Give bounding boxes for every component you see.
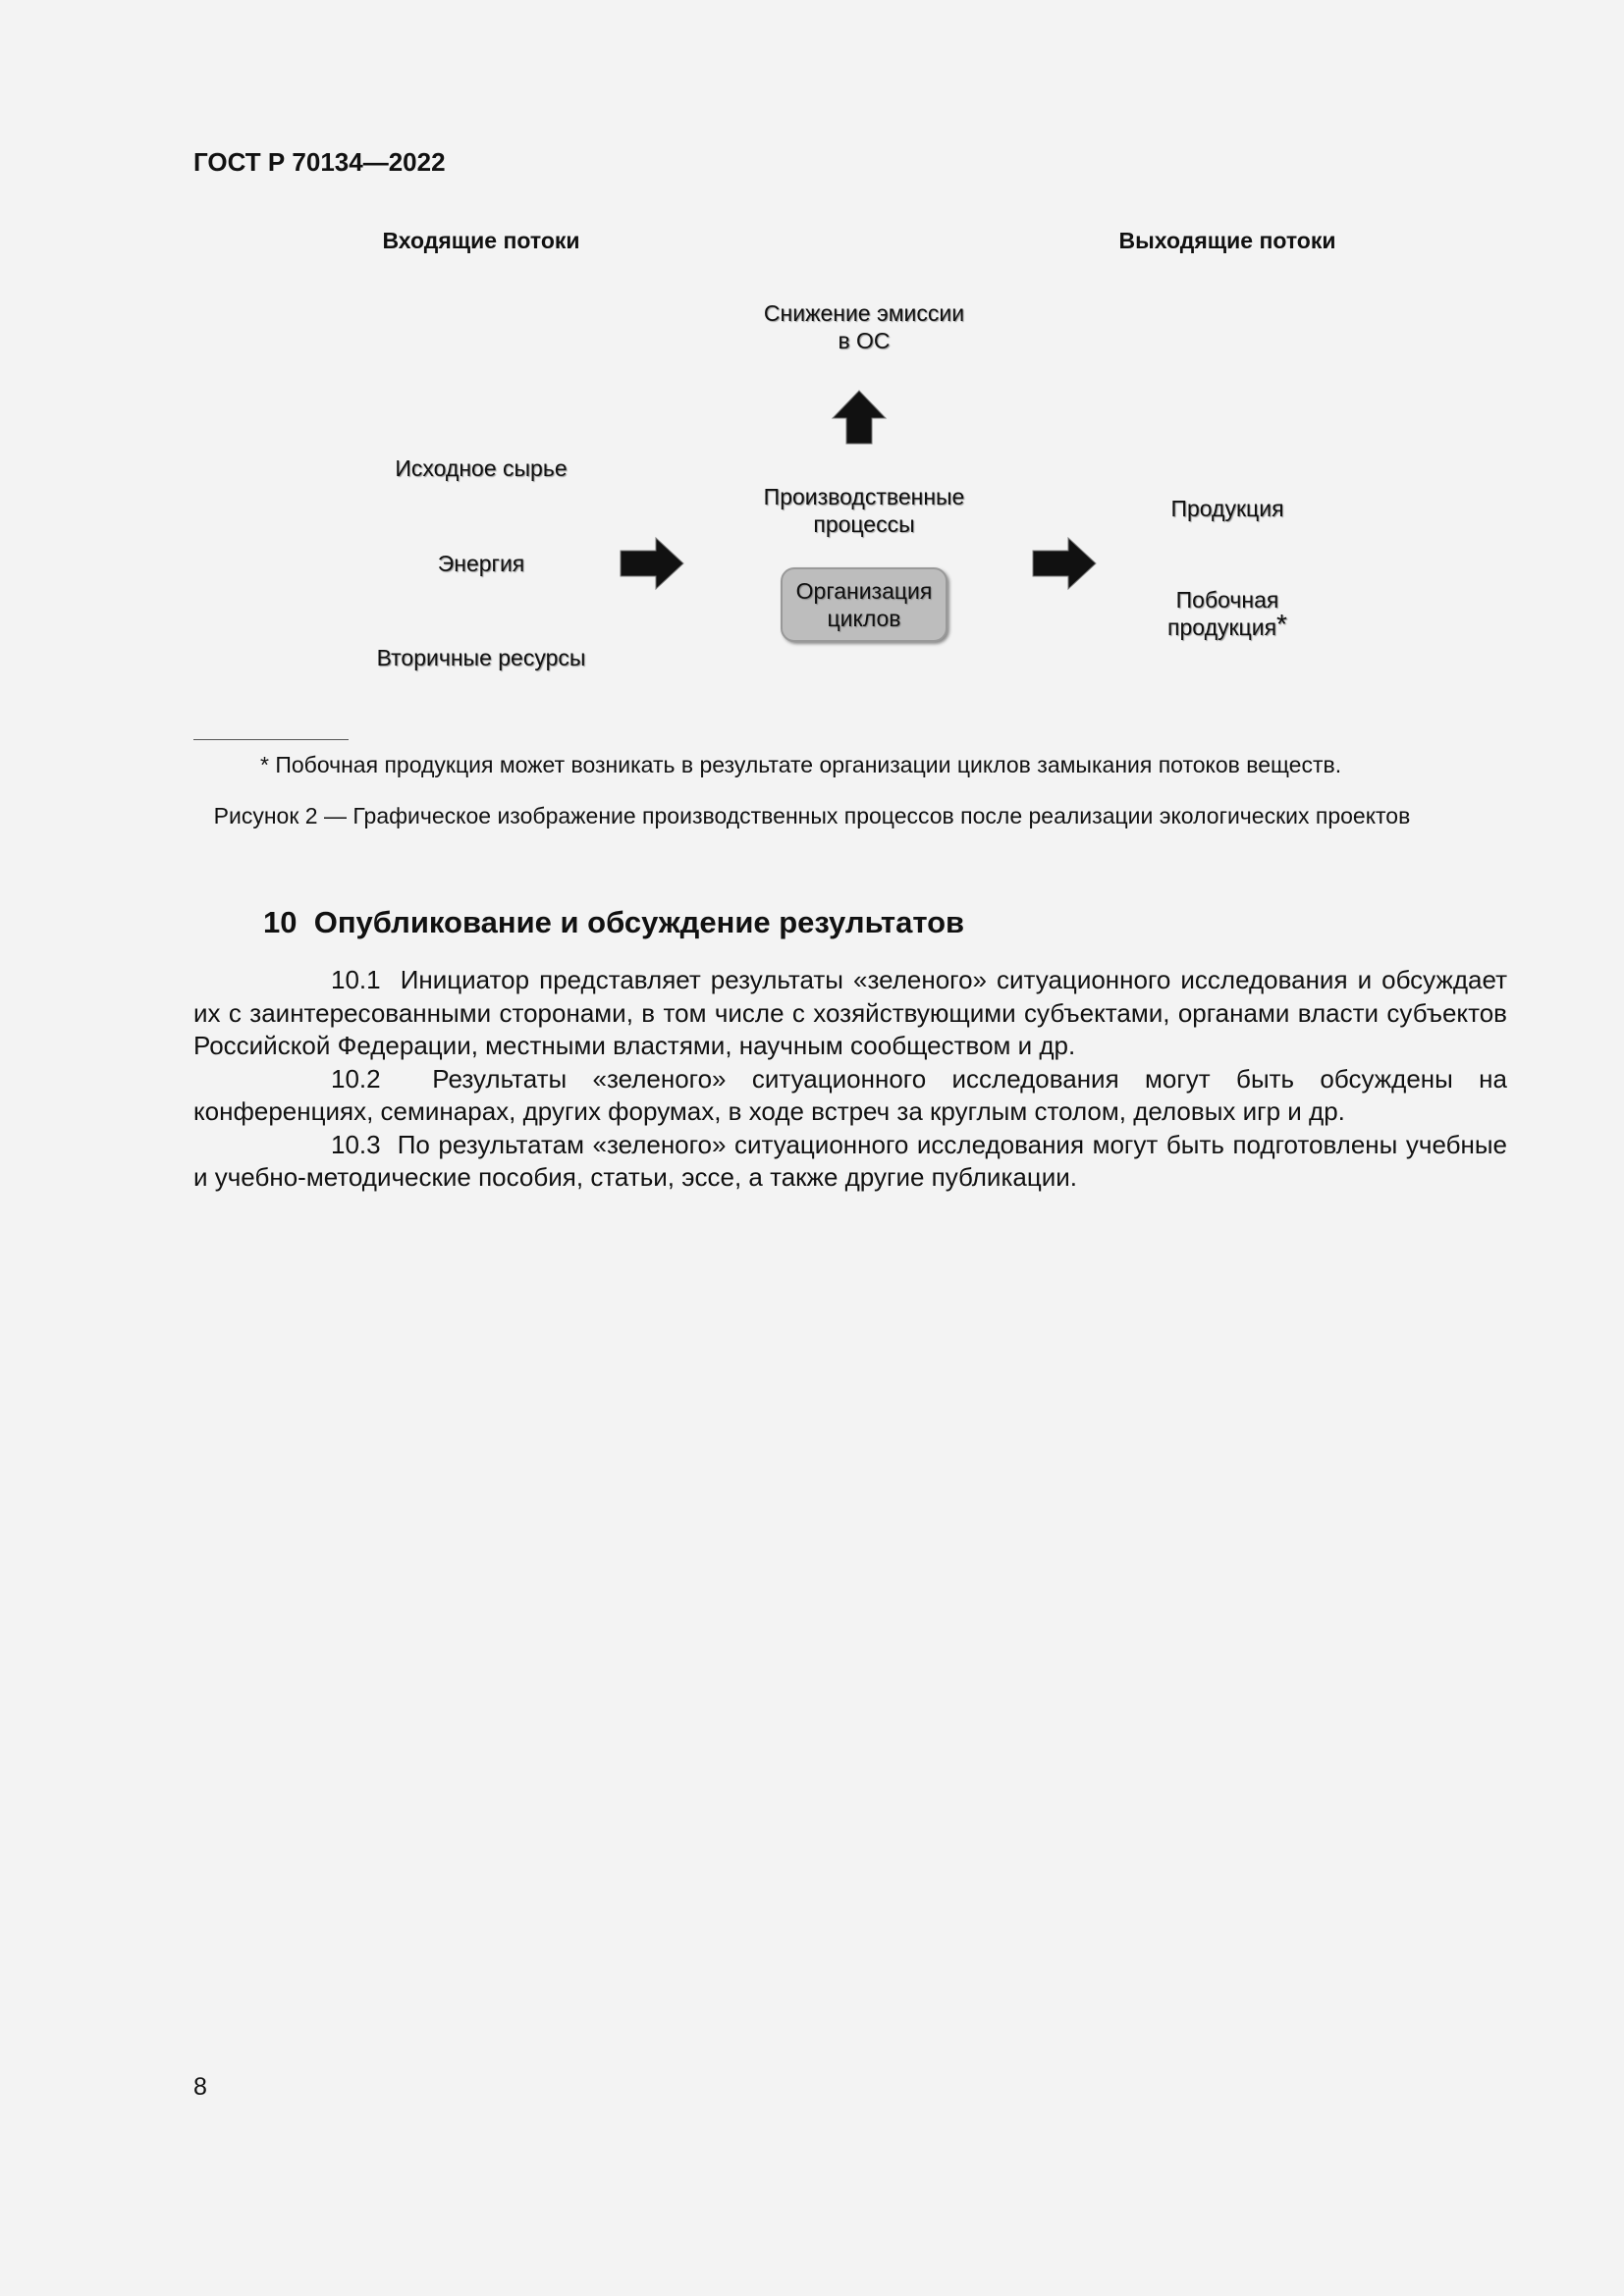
byproduct-line-2 <box>1080 609 1375 641</box>
document-header: ГОСТ Р 70134—2022 <box>193 147 446 177</box>
cycle-organization-box <box>781 567 947 642</box>
footnote: * Побочная продукция может возникать в результате организации циклов замыкания потоков веществ. <box>260 752 1342 777</box>
section-body <box>193 964 1507 1195</box>
cycle-line-2: циклов <box>827 606 901 631</box>
byproduct-word: продукция <box>1167 614 1277 640</box>
arrow-up-icon <box>831 389 888 446</box>
production-processes-label <box>707 483 1021 538</box>
process-line-1: Производственные <box>763 484 965 509</box>
output-product: Продукция <box>1170 496 1284 521</box>
paragraph-10-3 <box>193 1129 1507 1195</box>
emission-line-1: Снижение эмиссии <box>763 300 965 326</box>
paragraph-number: 10.2 <box>331 1063 381 1094</box>
paragraph-10-1 <box>193 964 1507 1063</box>
process-line-2: процессы <box>813 511 915 537</box>
output-byproduct <box>1080 586 1375 641</box>
paragraph-text: Результаты «зеленого» ситуационного исследования могут быть обсуждены на конференциях, семинарах, других форумах, в ходе встреч за круглым столом, деловых игр и др. <box>193 1063 1507 1126</box>
input-energy: Энергия <box>437 551 525 576</box>
paragraph-text: Инициатор представляет результаты «зеленого» ситуационного исследования и обсуждает их с заинтересованными сторонами, в том числе с хозяйствующими субъектами, органами власти субъектов Российской Федерации, местными властями, научным сообществом и др. <box>193 965 1508 1060</box>
emission-reduction-label <box>707 299 1021 354</box>
arrow-right-icon <box>1031 536 1098 591</box>
figure-caption: Рисунок 2 — Графическое изображение производственных процессов после реализации экологических проектов <box>213 803 1411 828</box>
footnote-mark: * <box>1276 609 1287 639</box>
outgoing-flows-title: Выходящие потоки <box>1118 228 1336 253</box>
cycle-line-1: Организация <box>795 578 933 604</box>
byproduct-line-1: Побочная <box>1175 587 1279 613</box>
section-heading <box>263 905 964 940</box>
input-raw-materials: Исходное сырье <box>395 455 568 481</box>
section-title: Опубликование и обсуждение результатов <box>313 905 965 939</box>
input-secondary-resources: Вторичные ресурсы <box>376 645 586 670</box>
footnote-rule <box>193 739 349 740</box>
arrow-right-icon <box>619 536 685 591</box>
emission-line-2: в ОС <box>838 328 891 353</box>
section-number: 10 <box>263 905 298 939</box>
paragraph-number: 10.1 <box>331 965 381 994</box>
page-number: 8 <box>193 2073 207 2101</box>
incoming-flows-title: Входящие потоки <box>382 228 580 253</box>
paragraph-number: 10.3 <box>331 1129 381 1159</box>
paragraph-10-2 <box>193 1063 1507 1129</box>
paragraph-text: По результатам «зеленого» ситуационного исследования могут быть подготовлены учебные и учебно-методические пособия, статьи, эссе, а также другие публикации. <box>193 1129 1508 1192</box>
